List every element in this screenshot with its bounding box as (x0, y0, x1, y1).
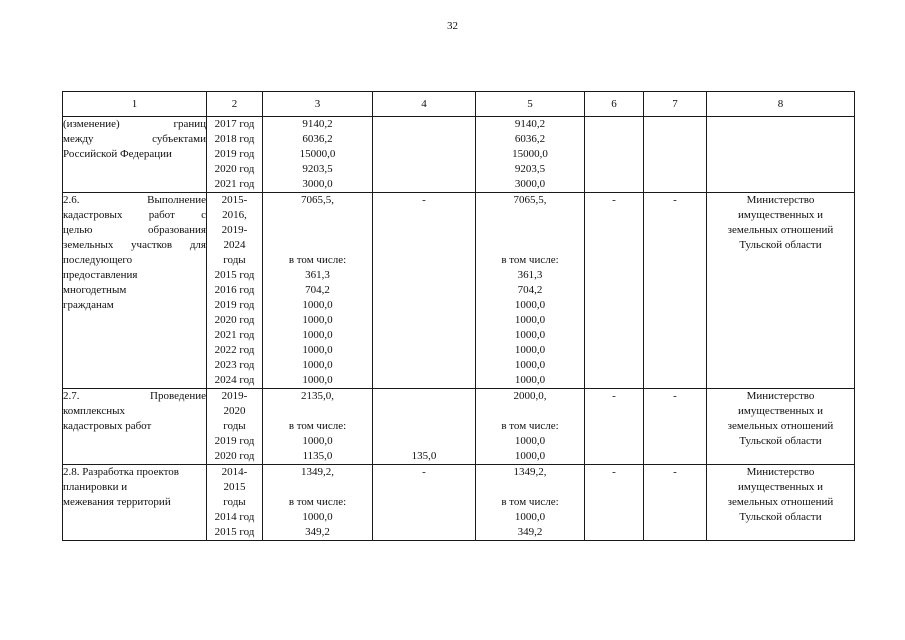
regional-funding-line: 1349,2, (513, 466, 547, 478)
activity-name-line (63, 117, 206, 132)
period-line: 2015 (223, 481, 246, 493)
total-funding-cell (263, 389, 373, 465)
regional-funding-cell (476, 465, 585, 541)
executor-line: имущественных и (738, 405, 823, 417)
period-line: 2015 год (214, 269, 255, 281)
column-4-line: 135,0 (411, 450, 437, 462)
regional-funding-line: 6036,2 (514, 133, 546, 145)
regional-funding-line: 7065,5, (513, 194, 547, 206)
activity-name-line: комплексных (63, 405, 126, 417)
executor-cell (707, 389, 855, 465)
table-row (63, 117, 855, 193)
activity-name-word: с (201, 209, 206, 221)
page-number: 32 (447, 20, 458, 32)
total-funding-line: 3000,0 (302, 178, 333, 190)
activity-name-word: между (63, 133, 94, 145)
total-funding-line: 1000,0 (302, 329, 333, 341)
activity-name-word: участков (131, 239, 173, 251)
regional-funding-line: 1000,0 (514, 374, 546, 386)
activity-name-word: для (189, 239, 206, 251)
activity-name-line: Российской Федерации (63, 148, 172, 160)
total-funding-line: 361,3 (305, 269, 330, 281)
total-funding-line: 1000,0 (302, 435, 333, 447)
executor-cell (707, 193, 855, 389)
header-cell-2: 2 (207, 92, 263, 117)
activity-name-cell (63, 193, 207, 389)
header-cell-1: 1 (63, 92, 207, 117)
total-funding-line (263, 480, 372, 495)
total-funding-line (263, 238, 372, 253)
regional-funding-line: 1000,0 (514, 299, 546, 311)
period-line: 2023 год (214, 359, 255, 371)
total-funding-line: 1000,0 (302, 511, 333, 523)
activity-name-cell (63, 389, 207, 465)
activity-name-word: Выполнение (147, 194, 206, 206)
activity-name-line: многодетным (63, 284, 127, 296)
total-funding-line: 15000,0 (299, 148, 336, 160)
regional-funding-line: 349,2 (517, 526, 543, 538)
total-funding-line: 1000,0 (302, 359, 333, 371)
regional-funding-cell (476, 117, 585, 193)
total-funding-line: 704,2 (305, 284, 330, 296)
period-line: 2014- (221, 466, 248, 478)
activity-name-word: Проведение (150, 390, 206, 402)
table-row (63, 389, 855, 465)
program-table (62, 91, 855, 541)
period-line: годы (223, 420, 246, 432)
executor-line: Министерство (746, 466, 815, 478)
column-7-cell: - (644, 465, 707, 541)
total-funding-line: 1000,0 (302, 314, 333, 326)
executor-line: Тульской области (739, 435, 822, 447)
column-4-cell (373, 117, 476, 193)
period-cell (207, 465, 263, 541)
activity-name-word: работ (148, 209, 175, 221)
total-funding-line (263, 208, 372, 223)
executor-line: имущественных и (738, 481, 823, 493)
activity-name-word: кадастровых (63, 209, 123, 221)
regional-funding-line: 2000,0, (513, 390, 547, 402)
total-funding-cell (263, 117, 373, 193)
total-funding-line: 1349,2, (301, 466, 334, 478)
column-7-cell (644, 117, 707, 193)
period-line: 2014 год (214, 511, 255, 523)
period-line: 2015- (221, 194, 248, 206)
executor-line: имущественных и (738, 209, 823, 221)
total-funding-line: 1000,0 (302, 374, 333, 386)
regional-funding-cell (476, 389, 585, 465)
column-6-cell: - (585, 193, 644, 389)
period-line: 2021 год (214, 329, 255, 341)
period-cell (207, 117, 263, 193)
total-funding-line: 1000,0 (302, 344, 333, 356)
total-funding-line: в том числе: (288, 496, 347, 508)
period-line: 2019- (221, 224, 248, 236)
activity-name-line: последующего (63, 254, 133, 266)
period-line: годы (223, 254, 246, 266)
period-line: 2018 год (214, 133, 255, 145)
header-cell-5: 5 (476, 92, 585, 117)
period-line: 2016, (222, 209, 247, 221)
regional-funding-line (476, 404, 584, 419)
column-4-line (373, 434, 475, 449)
total-funding-line: 7065,5, (301, 194, 334, 206)
period-line: 2016 год (214, 284, 255, 296)
total-funding-cell (263, 193, 373, 389)
total-funding-line: 1000,0 (302, 299, 333, 311)
regional-funding-line: 1000,0 (514, 344, 546, 356)
regional-funding-line (476, 480, 584, 495)
total-funding-line: 9140,2 (302, 118, 333, 130)
period-cell (207, 193, 263, 389)
column-4-cell (373, 389, 476, 465)
activity-name-line (63, 238, 206, 253)
activity-name-line (63, 208, 206, 223)
activity-name-line: гражданам (63, 299, 114, 311)
activity-name-line (63, 193, 206, 208)
executor-line: Тульской области (739, 239, 822, 251)
regional-funding-line: 1000,0 (514, 511, 546, 523)
column-4-cell (373, 193, 476, 389)
period-line: 2019 год (214, 148, 255, 160)
period-line: 2020 год (214, 450, 255, 462)
column-7-cell: - (644, 193, 707, 389)
regional-funding-line: 1000,0 (514, 450, 546, 462)
period-line: 2020 год (214, 314, 255, 326)
regional-funding-line: 1000,0 (514, 329, 546, 341)
total-funding-line: в том числе: (288, 420, 347, 432)
period-line: 2015 год (214, 526, 255, 538)
regional-funding-line: 15000,0 (512, 148, 548, 160)
column-6-cell: - (585, 465, 644, 541)
column-6-cell (585, 117, 644, 193)
total-funding-line: 349,2 (305, 526, 330, 538)
regional-funding-line: 1000,0 (514, 435, 546, 447)
activity-name-word: границ (173, 118, 206, 130)
regional-funding-line: 1000,0 (514, 314, 546, 326)
period-line: 2024 год (214, 374, 255, 386)
executor-cell (707, 117, 855, 193)
period-line: 2021 год (214, 178, 255, 190)
column-7-cell: - (644, 389, 707, 465)
total-funding-line: 2135,0, (301, 390, 334, 402)
activity-name-line: 2.8. Разработка проектов (63, 466, 180, 478)
activity-name-word: субъектами (152, 133, 206, 145)
header-cell-3: 3 (263, 92, 373, 117)
header-cell-8: 8 (707, 92, 855, 117)
total-funding-line: 9203,5 (302, 163, 333, 175)
regional-funding-line (476, 208, 584, 223)
total-funding-line: в том числе: (288, 254, 347, 266)
column-4-line (373, 419, 475, 434)
table-row (63, 193, 855, 389)
column-4-line: - (422, 466, 426, 478)
activity-name-line: планировки и (63, 481, 128, 493)
activity-name-word: целью (63, 224, 93, 236)
total-funding-line (263, 404, 372, 419)
activity-name-line (63, 223, 206, 238)
column-6-cell: - (585, 389, 644, 465)
column-4-line: - (422, 194, 426, 206)
regional-funding-line (476, 238, 584, 253)
activity-name-line (63, 132, 206, 147)
regional-funding-cell (476, 193, 585, 389)
table-body (63, 117, 855, 541)
header-row (63, 92, 855, 117)
header-cell-6: 6 (585, 92, 644, 117)
period-line: 2019 год (214, 435, 255, 447)
regional-funding-line: 3000,0 (514, 178, 546, 190)
activity-name-word: (изменение) (63, 118, 120, 130)
activity-name-cell (63, 117, 207, 193)
header-cell-4: 4 (373, 92, 476, 117)
total-funding-line: 6036,2 (302, 133, 333, 145)
activity-name-word: 2.6. (63, 194, 80, 206)
executor-line: земельных отношений (727, 224, 834, 236)
executor-line: Министерство (746, 390, 815, 402)
regional-funding-line: в том числе: (501, 254, 559, 266)
regional-funding-line: 9140,2 (514, 118, 546, 130)
activity-name-word: земельных (63, 239, 114, 251)
activity-name-line: кадастровых работ (63, 420, 152, 432)
executor-cell (707, 465, 855, 541)
table-row (63, 465, 855, 541)
total-funding-line: 1135,0 (302, 450, 333, 462)
column-4-cell (373, 465, 476, 541)
executor-line: земельных отношений (727, 496, 834, 508)
activity-name-line: межевания территорий (63, 496, 171, 508)
header-cell-7: 7 (644, 92, 707, 117)
executor-line: земельных отношений (727, 420, 834, 432)
regional-funding-line: в том числе: (501, 420, 559, 432)
regional-funding-line: 361,3 (517, 269, 543, 281)
regional-funding-line: 9203,5 (514, 163, 546, 175)
activity-name-line (63, 389, 206, 404)
regional-funding-line: 704,2 (517, 284, 543, 296)
activity-name-cell (63, 465, 207, 541)
period-line: годы (223, 496, 246, 508)
regional-funding-line: в том числе: (501, 496, 559, 508)
executor-line: Министерство (746, 194, 815, 206)
period-line: 2019- (221, 390, 248, 402)
column-4-line (373, 404, 475, 419)
activity-name-line: предоставления (63, 269, 138, 281)
period-line: 2017 год (214, 118, 255, 130)
column-4-line (373, 389, 475, 404)
period-line: 2020 (223, 405, 246, 417)
regional-funding-line (476, 223, 584, 238)
executor-line: Тульской области (739, 511, 822, 523)
period-line: 2024 (223, 239, 246, 251)
total-funding-line (263, 223, 372, 238)
activity-name-word: 2.7. (63, 390, 80, 402)
period-line: 2019 год (214, 299, 255, 311)
activity-name-word: образования (147, 224, 206, 236)
regional-funding-line: 1000,0 (514, 359, 546, 371)
period-line: 2020 год (214, 163, 255, 175)
total-funding-cell (263, 465, 373, 541)
period-line: 2022 год (214, 344, 255, 356)
period-cell (207, 389, 263, 465)
